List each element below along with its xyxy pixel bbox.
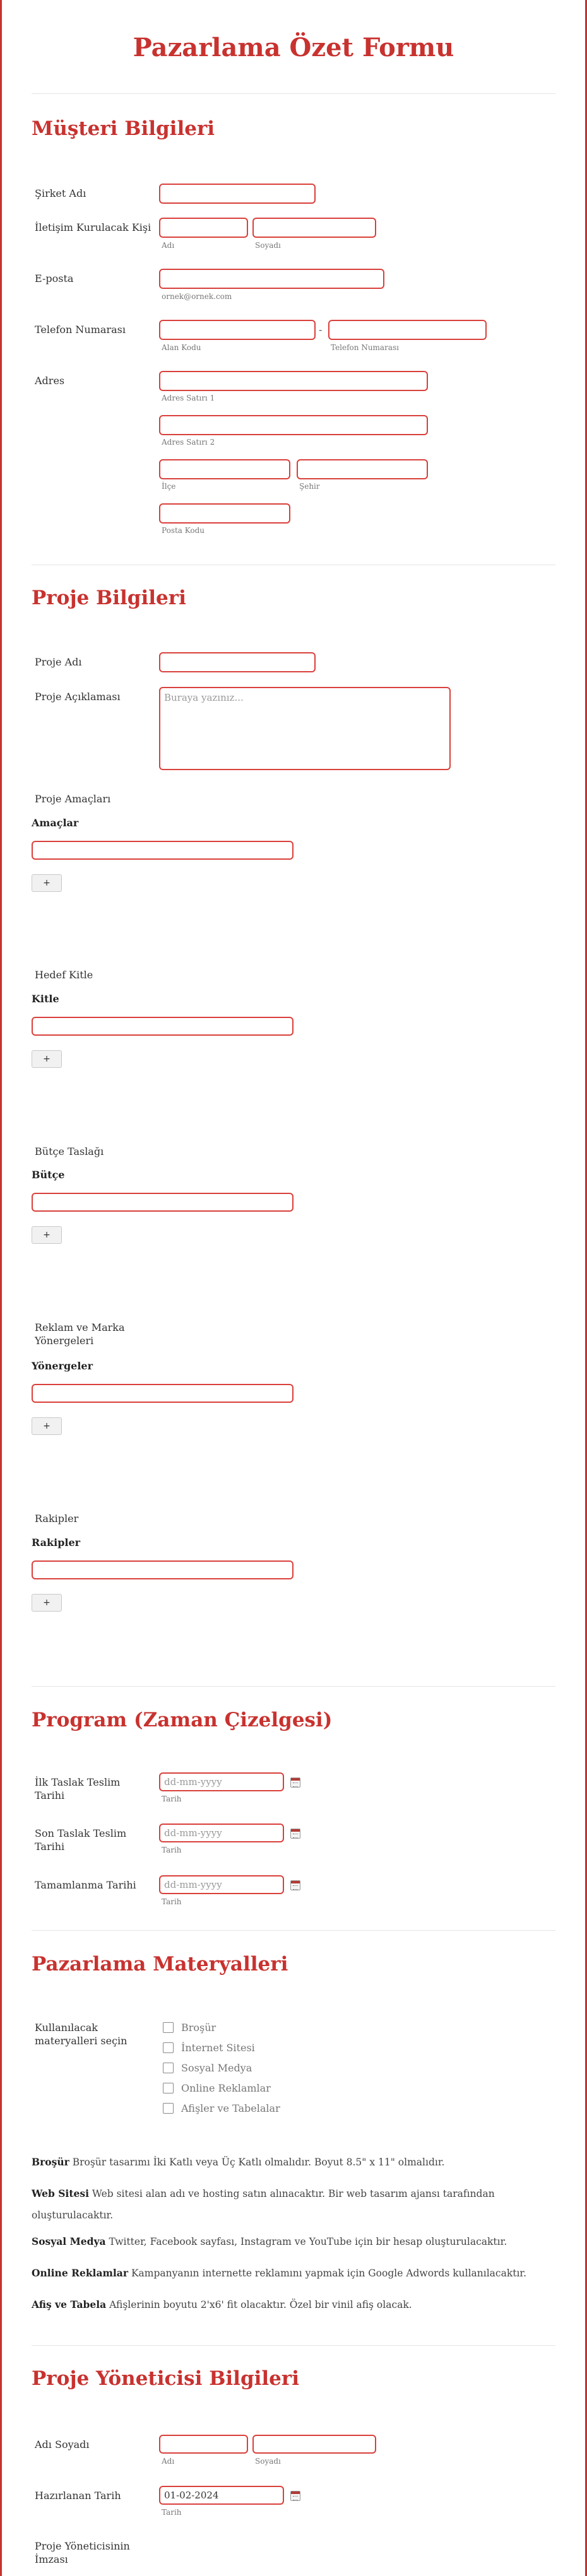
add-competitor-button[interactable]: + (32, 1594, 62, 1612)
phone-number-input[interactable] (328, 320, 487, 340)
project-description-label: Proje Açıklaması (35, 691, 121, 703)
checkbox-label: İnternet Sitesi (181, 2041, 255, 2054)
city-input[interactable] (297, 459, 428, 479)
goals-column-header: Amaçlar (32, 817, 79, 829)
section-title-schedule: Program (Zaman Çizelgesi) (32, 1709, 333, 1731)
competitors-input[interactable] (32, 1560, 294, 1579)
contact-first-name-input[interactable] (159, 218, 248, 238)
prepared-date-sublabel: Tarih (162, 2508, 182, 2517)
area-code-sublabel: Alan Kodu (162, 343, 201, 352)
manager-last-name-input[interactable] (252, 2435, 376, 2454)
email-sublabel: ornek@ornek.com (162, 292, 232, 301)
calendar-icon[interactable] (290, 1829, 300, 1839)
section-title-customer: Müşteri Bilgileri (32, 117, 215, 140)
divider (32, 93, 555, 94)
email-input[interactable] (159, 269, 384, 289)
area-code-input[interactable] (159, 320, 316, 340)
calendar-icon[interactable] (290, 1777, 300, 1788)
prepared-date-input[interactable] (159, 2486, 284, 2505)
company-input[interactable] (159, 184, 316, 204)
address-label: Adres (35, 375, 65, 387)
calendar-icon[interactable] (290, 1880, 300, 1890)
checkbox-option-posters[interactable] (163, 2101, 280, 2115)
material-term: Online Reklamlar (32, 2267, 128, 2279)
add-audience-button[interactable]: + (32, 1050, 62, 1068)
email-label: E-posta (35, 272, 74, 284)
checkbox[interactable] (163, 2063, 174, 2073)
district-input[interactable] (159, 459, 290, 479)
district-sublabel: İlçe (162, 482, 176, 491)
ad-guidelines-label: Reklam ve Marka Yönergeleri (35, 1321, 125, 1347)
checkbox[interactable] (163, 2022, 174, 2033)
postal-code-input[interactable] (159, 503, 290, 524)
checkbox-label: Afişler ve Tabelalar (181, 2102, 280, 2114)
first-draft-label: İlk Taslak Teslim Tarihi (35, 1776, 121, 1801)
guidelines-column-header: Yönergeler (32, 1360, 93, 1372)
checkbox[interactable] (163, 2103, 174, 2114)
postal-code-sublabel: Posta Kodu (162, 526, 205, 535)
address-line2-sublabel: Adres Satırı 2 (162, 438, 215, 447)
form-title: Pazarlama Özet Formu (133, 33, 454, 62)
checkbox-option-website[interactable] (163, 2040, 255, 2054)
material-text: Broşür tasarımı İki Katlı veya Üç Katlı olmalıdır. Boyut 8.5" x 11" olmalıdır. (72, 2157, 445, 2168)
guidelines-input[interactable] (32, 1384, 294, 1403)
checkbox-label: Sosyal Medya (181, 2061, 252, 2074)
project-goals-label: Proje Amaçları (35, 793, 111, 805)
manager-first-name-sublabel: Adı (162, 2457, 175, 2466)
last-draft-date-input[interactable] (159, 1824, 284, 1842)
calendar-icon[interactable] (290, 2491, 300, 2501)
material-description (32, 2152, 555, 2173)
checkbox-label: Broşür (181, 2021, 216, 2034)
divider (32, 1686, 555, 1687)
manager-last-name-sublabel: Soyadı (255, 2457, 281, 2466)
last-name-sublabel: Soyadı (255, 241, 281, 250)
address-line1-input[interactable] (159, 371, 428, 391)
material-term: Web Sitesi (32, 2187, 89, 2199)
first-name-sublabel: Adı (162, 241, 175, 250)
material-term: Sosyal Medya (32, 2235, 106, 2247)
first-draft-date-sublabel: Tarih (162, 1794, 182, 1803)
budget-label: Bütçe Taslağı (35, 1145, 104, 1157)
completion-date-input[interactable] (159, 1875, 284, 1894)
checkbox-option-online-ads[interactable] (163, 2081, 271, 2095)
company-label: Şirket Adı (35, 187, 86, 199)
first-draft-date-input[interactable] (159, 1772, 284, 1791)
checkbox-label: Online Reklamlar (181, 2081, 271, 2094)
goals-input[interactable] (32, 841, 294, 860)
material-text: Web sitesi alan adı ve hosting satın alınacaktır. Bir web tasarım ajansı tarafından oluşturulacaktır. (32, 2188, 495, 2221)
signature-label: Proje Yöneticisinin İmzası (35, 2540, 130, 2565)
material-text: Twitter, Facebook sayfası, Instagram ve YouTube için bir hesap oluşturulacaktır. (109, 2236, 507, 2247)
section-title-project: Proje Bilgileri (32, 587, 186, 609)
material-description (32, 2294, 555, 2315)
phone-number-sublabel: Telefon Numarası (331, 343, 399, 352)
section-title-manager: Proje Yöneticisi Bilgileri (32, 2367, 300, 2390)
budget-input[interactable] (32, 1193, 294, 1212)
manager-first-name-input[interactable] (159, 2435, 248, 2454)
checkbox-option-brochure[interactable] (163, 2020, 216, 2034)
target-audience-label: Hedef Kitle (35, 969, 93, 981)
materials-select-label: Kullanılacak materyalleri seçin (35, 2022, 127, 2047)
material-term: Afiş ve Tabela (32, 2298, 107, 2310)
city-sublabel: Şehir (299, 482, 320, 491)
project-name-label: Proje Adı (35, 656, 82, 668)
last-draft-date-sublabel: Tarih (162, 1846, 182, 1854)
audience-column-header: Kitle (32, 993, 59, 1005)
divider (32, 2345, 555, 2346)
address-line1-sublabel: Adres Satırı 1 (162, 394, 215, 402)
competitors-column-header: Rakipler (32, 1537, 81, 1549)
add-guideline-button[interactable]: + (32, 1417, 62, 1435)
phone-dash: - (319, 324, 323, 336)
completion-date-sublabel: Tarih (162, 1897, 182, 1906)
divider (32, 1930, 555, 1931)
address-line2-input[interactable] (159, 415, 428, 435)
project-description-textarea[interactable] (159, 687, 451, 770)
manager-name-label: Adı Soyadı (35, 2438, 90, 2450)
add-goal-button[interactable]: + (32, 874, 62, 892)
checkbox-option-social-media[interactable] (163, 2061, 252, 2075)
budget-column-header: Bütçe (32, 1169, 65, 1181)
material-description (32, 2263, 555, 2284)
material-text: Afişlerinin boyutu 2'x6' fit olacaktır. Özel bir vinil afiş olacak. (109, 2299, 412, 2310)
project-name-input[interactable] (159, 652, 316, 672)
last-draft-label: Son Taslak Teslim Tarihi (35, 1827, 127, 1853)
section-title-materials: Pazarlama Materyalleri (32, 1953, 288, 1976)
contact-last-name-input[interactable] (252, 218, 376, 238)
material-description (32, 2183, 555, 2226)
add-budget-button[interactable]: + (32, 1226, 62, 1244)
completion-label: Tamamlanma Tarihi (35, 1879, 136, 1891)
phone-label: Telefon Numarası (35, 324, 126, 336)
material-text: Kampanyanın internette reklamını yapmak için Google Adwords kullanılacaktır. (131, 2268, 527, 2279)
checkbox[interactable] (163, 2042, 174, 2053)
material-description (32, 2231, 555, 2252)
prepared-date-label: Hazırlanan Tarih (35, 2490, 121, 2502)
audience-input[interactable] (32, 1017, 294, 1036)
contact-label: İletişim Kurulacak Kişi (35, 221, 151, 233)
checkbox[interactable] (163, 2083, 174, 2093)
competitors-label: Rakipler (35, 1513, 79, 1525)
material-term: Broşür (32, 2156, 69, 2168)
